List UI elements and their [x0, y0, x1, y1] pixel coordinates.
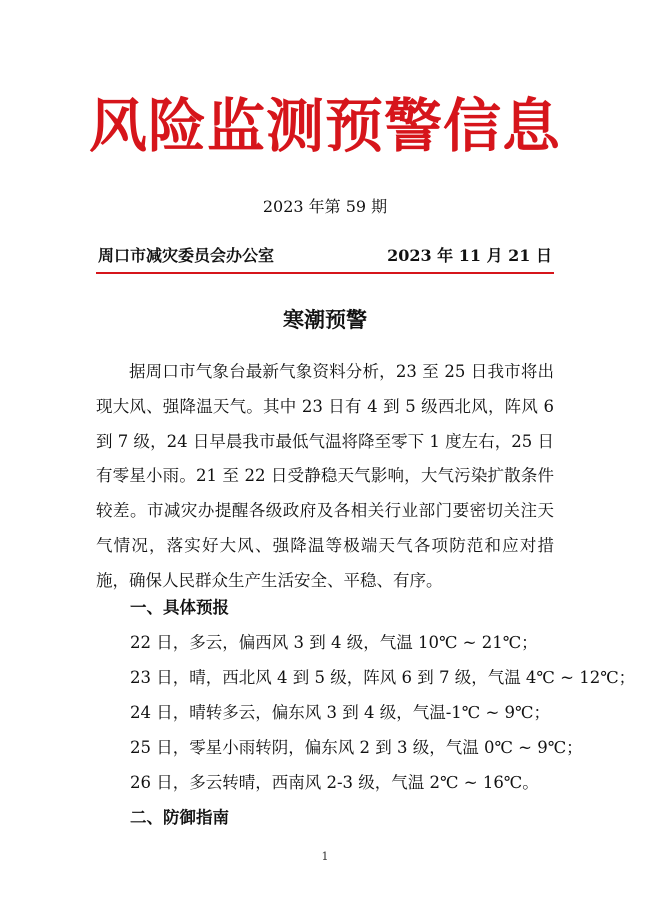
section-heading-forecast: 一、具体预报	[130, 598, 229, 617]
issuing-office: 周口市减灾委员会办公室	[98, 246, 275, 265]
body-paragraph: 据周口市气象台最新气象资料分析，23 至 25 日我市将出现大风、强降温天气。其中 23 日有 4 到 5 级西北风，阵风 6 到 7 级，24 日早晨我市最低气温将降至零下 1 度左右，25 日有零星小雨。21 至 22 日受静稳天气影响，大气污染扩散条件较差。市减灾办提醒各级政府及各相关行业部门要密切关注天气情况，落实好大风、强降温等极端天气各项防范和应对措施，确保人民群众生产生活安全、平稳、有序。	[96, 362, 554, 590]
issue-number: 2023 年第 59 期	[262, 197, 388, 216]
page-number: 1	[321, 850, 329, 863]
masthead-title: 风险监测预警信息	[88, 92, 561, 160]
meta-row	[98, 245, 552, 267]
section-heading-defense: 二、防御指南	[130, 808, 229, 827]
document-title: 寒潮预警	[283, 307, 367, 332]
forecast-line: 23 日，晴，西北风 4 到 5 级，阵风 6 到 7 级，气温 4℃ ~ 12℃；	[130, 668, 636, 687]
issue-date: 2023 年 11 月 21 日	[387, 246, 552, 265]
forecast-line: 24 日，晴转多云，偏东风 3 到 4 级，气温-1℃ ~ 9℃；	[130, 703, 551, 722]
red-divider	[96, 272, 554, 274]
forecast-line: 22 日，多云，偏西风 3 到 4 级，气温 10℃ ~ 21℃；	[130, 633, 538, 652]
forecast-line: 25 日，零星小雨转阴，偏东风 2 到 3 级，气温 0℃ ~ 9℃；	[130, 738, 583, 757]
forecast-line: 26 日，多云转晴，西南风 2-3 级，气温 2℃ ~ 16℃。	[130, 773, 539, 792]
